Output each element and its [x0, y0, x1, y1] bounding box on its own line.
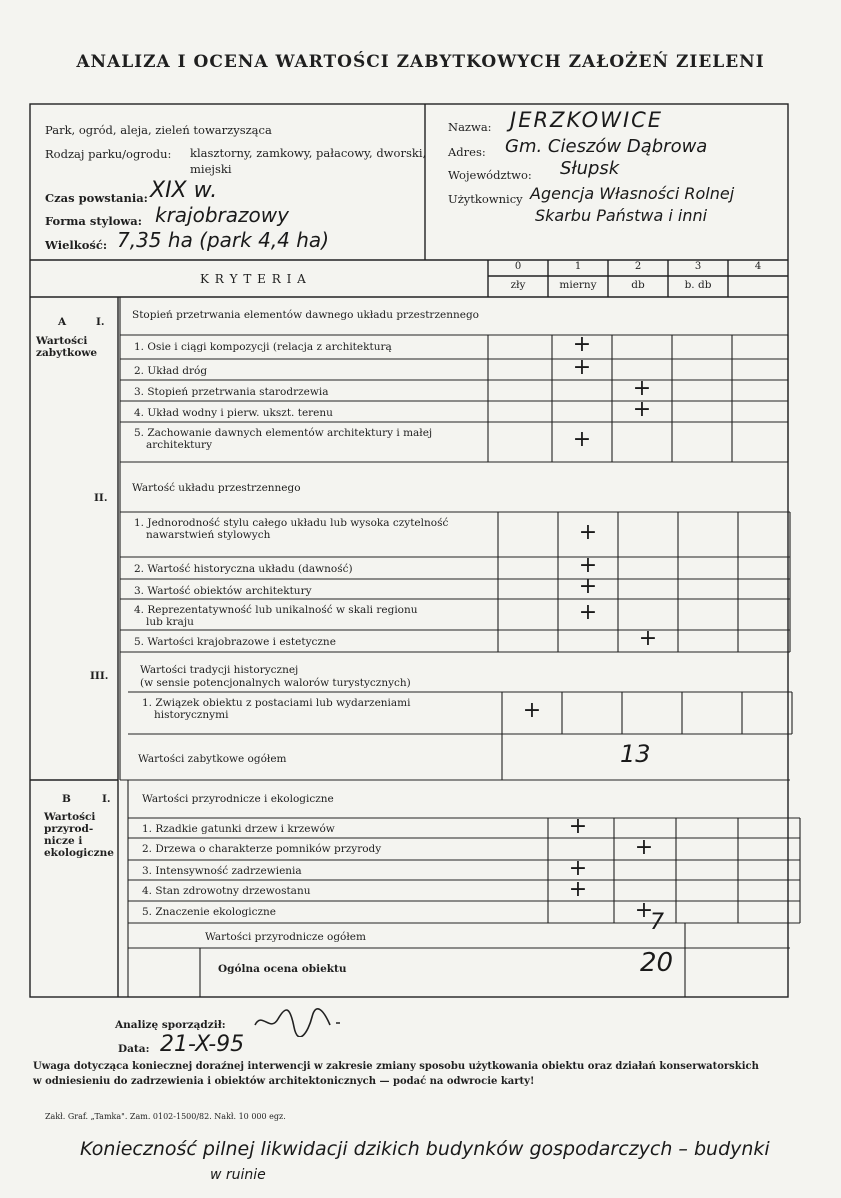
section-a-label1: Wartości [36, 335, 88, 347]
kind-label: Rodzaj parku/ogrodu: [45, 147, 172, 161]
grade-mark: + [578, 553, 598, 578]
scale-col-name-1: mierny [559, 279, 597, 291]
form-title: ANALIZA I OCENA WARTOŚCI ZABYTKOWYCH ZAŁOŻEŃ ZIELENI [76, 52, 765, 72]
criterion-row: 2. Drzewa o charakterze pomników przyrody [142, 843, 382, 855]
section-b-roman: I. [102, 793, 111, 805]
overall-label: Ogólna ocena obiektu [218, 963, 347, 975]
scale-col-num-1: 1 [574, 261, 582, 272]
handwritten-note-line1: Konieczność pilnej likwidacji dzikich budynków gospodarczych – budynki [80, 1138, 770, 1160]
grade-mark: + [572, 427, 592, 452]
section-b-label4: ekologiczne [44, 847, 114, 859]
criterion-row: 5. Zachowanie dawnych elementów architektury i małej [134, 427, 433, 439]
address-label: Adres: [448, 145, 486, 159]
group-title-0-0: Stopień przetrwania elementów dawnego układu przestrzennego [132, 309, 479, 321]
grade-mark: + [578, 519, 598, 545]
overall-value: 20 [640, 948, 674, 978]
criterion-row-cont: lub kraju [146, 616, 194, 628]
grade-mark: + [568, 814, 588, 839]
voivodeship-label: Województwo: [448, 168, 532, 182]
criterion-row: 1. Osie i ciągi kompozycji (relacja z architekturą [134, 341, 392, 353]
name-label: Nazwa: [448, 120, 492, 134]
users-value-line2: Skarbu Państwa i inni [535, 206, 708, 225]
section-a-label2: zabytkowe [36, 347, 98, 359]
group-title-2-1: (w sensie potencjonalnych walorów turystycznych) [140, 677, 411, 689]
grade-mark: + [522, 698, 542, 723]
grade-mark: + [638, 626, 658, 651]
criterion-row: 1. Jednorodność stylu całego układu lub wysoka czytelność [134, 517, 449, 529]
address-value: Gm. Cieszów Dąbrowa [505, 136, 708, 157]
criterion-row: 1. Związek obiektu z postaciami lub wydarzeniami [142, 697, 411, 709]
total-przyrodnicze-value: 7 [650, 910, 664, 935]
group-title-2-0: Wartości tradycji historycznej [140, 664, 299, 676]
scale-col-name-3: b. db [684, 279, 712, 291]
time-value: XIX w. [150, 178, 218, 203]
criterion-row-cont: historycznymi [154, 709, 229, 721]
grade-mark: + [568, 876, 588, 902]
time-label: Czas powstania: [45, 191, 148, 205]
section-a-group3-roman: III. [90, 670, 109, 682]
users-value-line1: Agencja Własności Rolnej [530, 184, 735, 203]
grade-mark: + [632, 396, 652, 422]
size-value: 7,35 ha (park 4,4 ha) [117, 228, 329, 252]
analysis-signature [250, 1003, 350, 1044]
grade-mark: + [632, 375, 652, 401]
style-value: krajobrazowy [155, 203, 289, 227]
note-line2: w odniesieniu do zadrzewienia i obiektów architektonicznych — podać na odwrocie karty! [33, 1076, 535, 1087]
kind-options-line2: miejski [190, 162, 232, 176]
section-b-label3: nicze i [44, 835, 83, 847]
criterion-row: 4. Układ wodny i pierw. ukszt. terenu [134, 407, 333, 419]
criterion-row-cont: nawarstwień stylowych [146, 529, 271, 541]
scale-col-num-3: 3 [694, 261, 702, 272]
total-przyrodnicze-label: Wartości przyrodnicze ogółem [205, 931, 366, 943]
name-value: JERZKOWICE [510, 108, 664, 132]
scale-col-num-2: 2 [634, 261, 642, 272]
section-a-roman: I. [96, 316, 105, 328]
scale-col-num-0: 0 [514, 261, 522, 272]
section-a-group2-roman: II. [94, 492, 108, 504]
grade-mark: + [572, 332, 592, 357]
voivodeship-value: Słupsk [560, 158, 620, 179]
criterion-row: 2. Wartość historyczna układu (dawność) [134, 563, 353, 575]
criterion-row: 1. Rzadkie gatunki drzew i krzewów [142, 823, 335, 835]
criteria-label: K R Y T E R I A [200, 272, 307, 286]
criterion-row: 3. Intensywność zadrzewienia [142, 865, 302, 877]
criterion-row: 4. Stan zdrowotny drzewostanu [142, 885, 311, 897]
group-title-1-0: Wartość układu przestrzennego [132, 482, 301, 494]
criterion-row: 2. Układ dróg [134, 365, 208, 377]
criterion-row: 5. Znaczenie ekologiczne [142, 906, 277, 918]
criterion-row: 5. Wartości krajobrazowe i estetyczne [134, 636, 336, 648]
analysis-label: Analizę sporządził: [115, 1019, 226, 1031]
grade-mark: + [568, 856, 588, 881]
section-b-label1: Wartości [44, 811, 96, 823]
date-value: 21-X-95 [160, 1032, 245, 1057]
grade-mark: + [578, 574, 598, 599]
section-b-label2: przyrod- [44, 823, 94, 835]
note-line1: Uwaga dotycząca koniecznej doraźnej interwencji w zakresie zmiany sposobu użytkowania obiektu oraz działań konserwatorskich [33, 1061, 759, 1072]
grade-mark: + [634, 835, 654, 860]
users-label: Użytkownicy [448, 192, 523, 206]
section-b-letter: B [62, 793, 71, 805]
grade-mark: + [578, 599, 598, 625]
printer-info: Zakł. Graf. „Tamka". Zam. 0102-1500/82. Nakł. 10 000 egz. [45, 1112, 286, 1121]
scale-col-num-4: 4 [754, 261, 762, 272]
criterion-row: 3. Wartość obiektów architektury [134, 585, 312, 597]
criterion-row: 4. Reprezentatywność lub unikalność w skali regionu [134, 604, 418, 616]
group-title-b: Wartości przyrodnicze i ekologiczne [142, 793, 334, 805]
total-zabytkowe-value: 13 [620, 740, 651, 768]
scale-col-name-0: zły [510, 279, 526, 291]
date-label: Data: [118, 1043, 150, 1055]
grade-mark: + [572, 354, 592, 380]
size-label: Wielkość: [45, 238, 108, 252]
criterion-row-cont: architektury [146, 439, 213, 451]
grade-mark: + [634, 898, 654, 923]
park-type-line: Park, ogród, aleja, zieleń towarzysząca [45, 123, 272, 137]
criterion-row: 3. Stopień przetrwania starodrzewia [134, 386, 329, 398]
section-a-letter: A [58, 316, 67, 328]
handwritten-note-line2: w ruinie [210, 1167, 266, 1183]
total-zabytkowe-label: Wartości zabytkowe ogółem [138, 753, 287, 765]
scale-col-name-2: db [631, 279, 645, 291]
style-label: Forma stylowa: [45, 214, 142, 228]
kind-options-line1: klasztorny, zamkowy, pałacowy, dworski, [190, 146, 427, 160]
signature-icon [250, 1003, 350, 1037]
